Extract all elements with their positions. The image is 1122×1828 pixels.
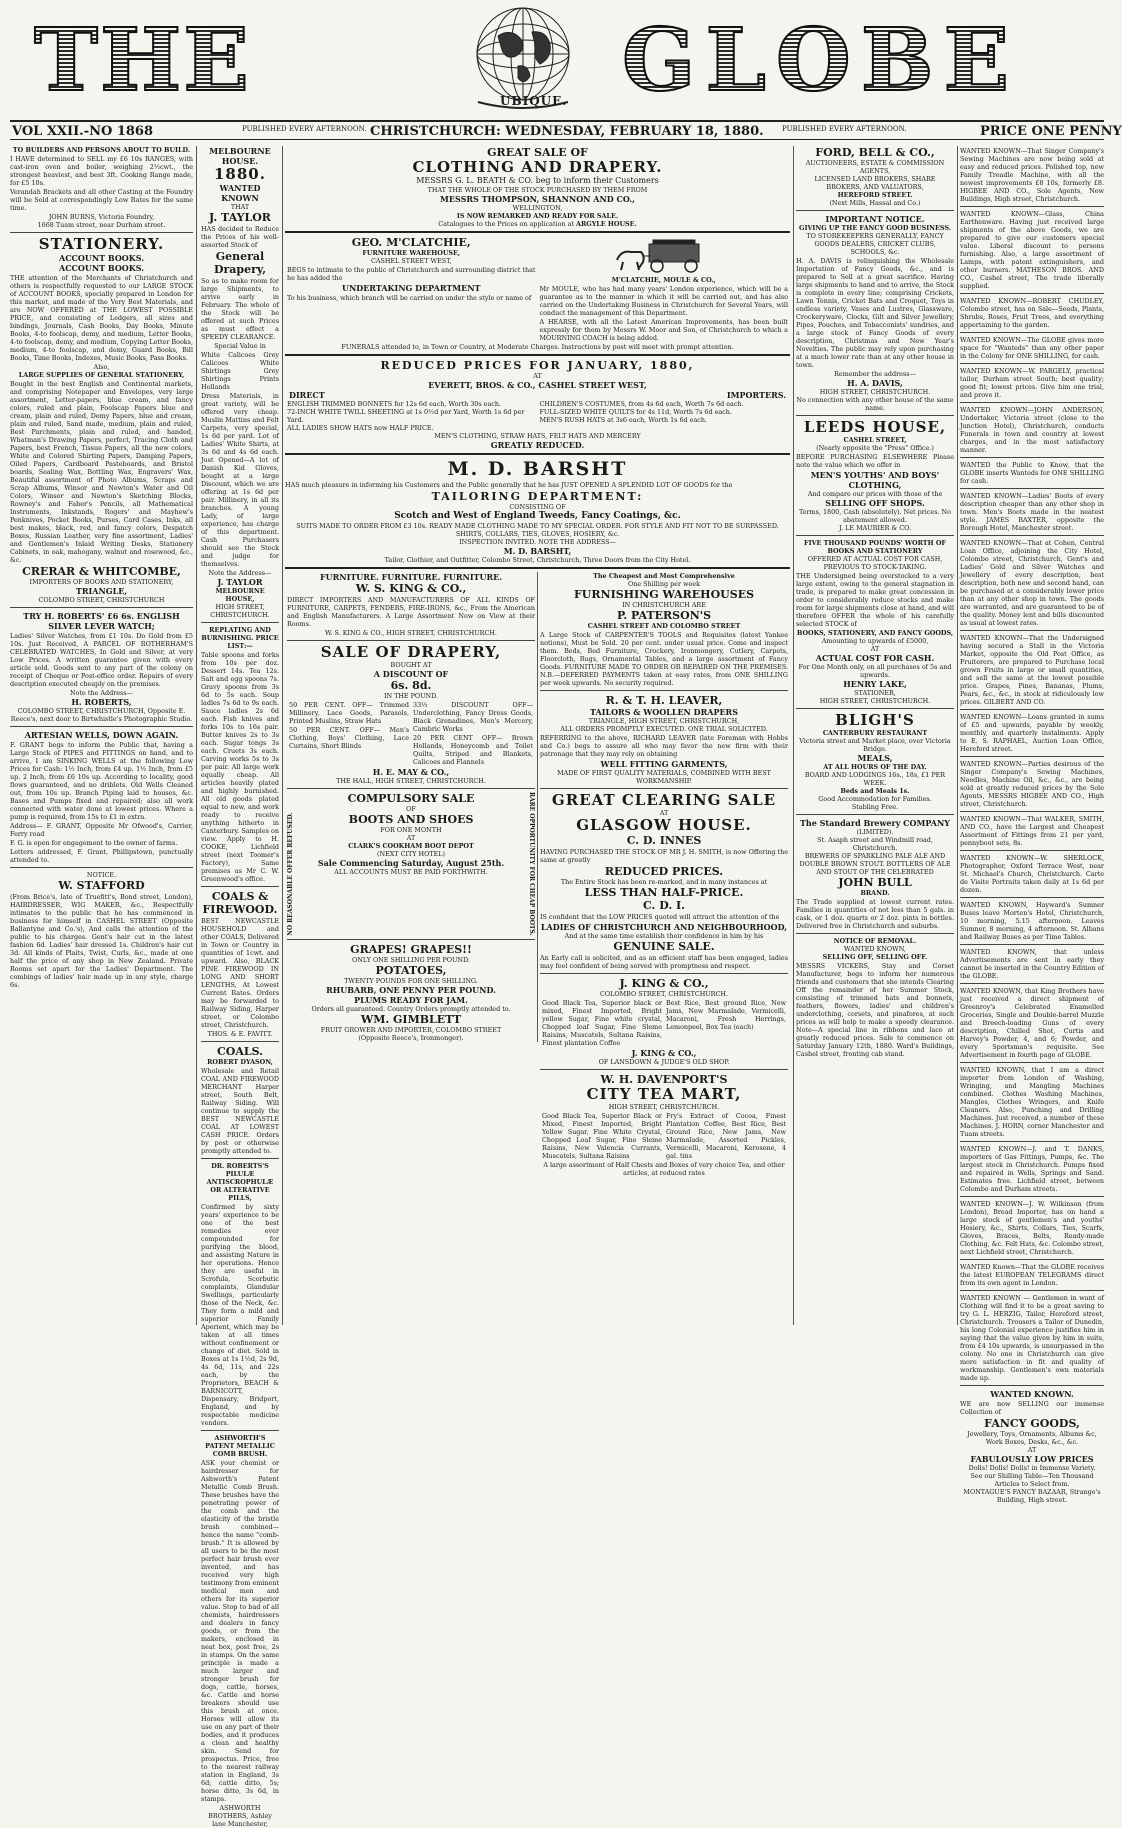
- ad-text: (NEXT CITY HOTEL): [377, 850, 445, 858]
- ad-address: HIGH STREET, CHRISTCHURCH.: [819, 388, 931, 396]
- ad-title: GLASGOW HOUSE.: [576, 816, 752, 834]
- ad-address: COLOMBO STREET, CHRISTCHURCH, Opposite E. Reece's, next door to Birtwhistle's Photographic Studio.: [10, 707, 193, 723]
- ad-text: STATIONER,: [854, 689, 896, 697]
- wanted-ad: WANTED KNOWN—Glass, China Earthenware. Having just received large shipments of the above Goods, we are prepared to give our customers special value. Liberal discount to persons furnishing. Also, a large assortment of Lamps, with patent extinguishers, and other burners. MATHESON BROS. AND CO., Cashel street, The trade liberally supplied.: [960, 210, 1104, 290]
- ad-title: W. H. DAVENPORT'S: [600, 1073, 728, 1086]
- ad-text: (From Brice's, late of Truefitt's, Bond street, London), HAIRDRESSER, WIG MAKER, &c., Respectfully intimates to the public that he has commenced in business for himself in CASHEL STREET (Opposite Ballantyne and Co.'s), And calls the attention of the public to his charges. Gent's hair cut in the latest fashion 6d. Ladies' hair dressed 1s. Children's hair cut 3d. All kinds of Plaits, Twist, Curls, &c., made at one half the price of any shop in New Zealand. Private Rooms set apart for the Ladies' Department. The combings of ladies' hair made up in any style, charge 6s.: [10, 893, 193, 989]
- ad-heading: TO BUILDERS AND PERSONS ABOUT TO BUILD.: [12, 146, 191, 154]
- wanted-ad: WANTED KNOWN, Hayward's Sumner Buses leave Morten's Hotel, Christchurch, 10 morning, 5.15 afternoon. Leaves Sumner, 8 morning, 4 afternoon. St. Albans and Railway Buses as per Time Tables.: [960, 901, 1104, 941]
- ad-heading: TRY H. ROBERTS' £6 6s. ENGLISH SILVER LEVER WATCH;: [23, 611, 180, 631]
- published-note-2: PUBLISHED EVERY AFTERNOON.: [782, 125, 907, 133]
- ad-text: (Nearly opposite the "Press" Office.): [816, 444, 934, 452]
- ad-address: COLOMBO STREET, CHRISTCHURCH: [38, 596, 165, 604]
- ad-text: One Shilling per week: [628, 580, 700, 588]
- ad-text: Letters addressed, F. Grant, Phillipstown, punctually attended to.: [10, 848, 193, 864]
- ad-signature: ASHWORTH BROTHERS, Ashley lane Manchester,: [208, 1804, 272, 1828]
- ad-text: MEN'S YOUTHS' AND BOYS' CLOTHING,: [810, 470, 940, 490]
- wanted-ad: WANTED KNOWN—J. and T. DANKS, importers of Gas Fittings, Pumps, &c. The largest stock in Christchurch. Pumps fixed and repaired in Wells, Springs and Sand. Estimates free. Lichfield street, between Colombo and Durham streets.: [960, 1145, 1104, 1193]
- ad-text: HAVING PURCHASED THE STOCK OF MR J. H. SMITH, is now Offering the same at greatly: [540, 848, 788, 864]
- ad-heading: NOTICE OF REMOVAL.: [833, 937, 917, 945]
- ad-text: FABULOUSLY LOW PRICES: [970, 1454, 1094, 1464]
- ad-address: HEREFORD STREET.: [837, 191, 913, 199]
- ad-text: A HEARSE, with all the Latest American Improvements, has been built expressly for them by Messrs W. Moor and Son, of Christchurch to which a MOURNING COACH is being added.: [539, 318, 788, 342]
- ad-place: TRIANGLE,: [75, 586, 128, 596]
- place-date: CHRISTCHURCH: WEDNESDAY, FEBRUARY 18, 1880.: [370, 124, 764, 139]
- ad-text: SELLING OFF, SELLING OFF.: [822, 953, 928, 961]
- ad-text: LADIES OF CHRISTCHURCH AND NEIGHBOURHOOD,: [540, 922, 788, 932]
- ad-text: BOOKS, STATIONERY, AND FANCY GOODS,: [796, 629, 954, 637]
- ad-text: Beds and Meals 1s.: [840, 787, 910, 795]
- ad-address: TRIANGLE, HIGH STREET, CHRISTCHURCH,: [588, 717, 740, 725]
- ad-signature: J. LE MAURIER & CO.: [839, 524, 911, 532]
- ad-heading: WANTED KNOWN: [219, 183, 261, 203]
- ad-text: REFERRING to the above, RICHARD LEAVER (late Foreman with Hobbs and Co.) begs to assure all who may favor the new firm with their patronage that they may rely on obtaining: [540, 734, 788, 758]
- ad-address: OF LANSDOWN & JUDGE'S OLD SHOP.: [598, 1058, 730, 1066]
- ad-name: J. TAYLOR: [209, 211, 271, 224]
- ad-text: (LIMITED).: [856, 828, 894, 836]
- ad-name: W. STAFFORD: [58, 879, 145, 892]
- ad-list: 50 PER CENT. OFF— Men's Clothing, Boys' Clothing, Lace Curtains, Short Blinds: [289, 726, 409, 750]
- column-rule: [793, 146, 794, 1325]
- ad-text: Table spoons and forks from 10s per doz. Dessert 14s. Tea 12s. Salt and egg spoons 7s. Gravy spoons from 3s 6d to 5s each. Soup ladles 7s 6d to 9s each. Sauce ladles 2s 6d each. Fish knives and forks 10s to 16s pair. Butter knives 2s to 3s each. Sugar tongs 3s each. Cruets 3s each. Carving works 5s to 3s per pair. All large work equally cheap. All articles heavily plated and highly burnished. All old goods plated equal to new, and work ready to receive anything hitherto in Canterbury. Samples on view. Apply to H. COOKE, Lichfield street (next Toomer's Factory), Same premises as Mr C. W. Greenwood's office.: [201, 651, 279, 883]
- ad-text: REDUCED PRICES.: [604, 865, 724, 878]
- ad-text: IMPORTERS.: [726, 390, 786, 400]
- ad-text: BREWERS OF SPARKLING PALE ALE AND DOUBLE BROWN STOUT. BOTTLERS OF ALE AND STOUT OF THE CELEBRATED: [799, 852, 951, 876]
- ad-name: H. A. DAVIS,: [847, 378, 903, 388]
- ad-title: POTATOES,: [375, 963, 447, 977]
- ad-address: Tailor, Clothier, and Outfitter, Colombo Street, Christchurch, Three Doors from the City Hotel.: [384, 556, 691, 564]
- ad-title: COALS & FIREWOOD.: [202, 890, 278, 916]
- ad-text: WELL FITTING GARMENTS,: [600, 759, 728, 769]
- ad-name: C. D. INNES: [626, 834, 702, 847]
- ad-title: GEO. M'CLATCHIE,: [351, 236, 471, 249]
- ad-signature: THOS. & E. FAVITT.: [207, 1030, 273, 1038]
- ad-text: THAT: [230, 203, 250, 211]
- wanted-ad: WANTED KNOWN—Ladies' Boots of every description cheaper than any other shop in town. Men's Boots made in the neatest style. JAMES BAXTER, opposite the Borough Hotel, Manchester street.: [960, 492, 1104, 532]
- ad-list: 33⅓ DISCOUNT OFF— Underclothing, Fancy Dress Goods, Black Grenadines, Men's Mercery, Cambric Works: [413, 701, 533, 733]
- ad-text: CONSISTING OF: [509, 503, 566, 511]
- ad-name: WM. GIMBLETT: [360, 1012, 462, 1026]
- ad-text: BEST NEWCASTLE HOUSEHOLD and other COALS, Delivered in Town or Country in quantities of 1cwt. and upward. Also, BLACK PINE FIREWOOD IN LONG AND SHORT LENGTHS, At Lowest Current Rates. Orders may be forwarded to Railway Siding, Harper street, or Colombo street, Christchurch.: [201, 917, 279, 1029]
- ad-heading: ARTESIAN WELLS, DOWN AGAIN.: [24, 730, 179, 740]
- ad-title: MELBOURNE HOUSE.: [209, 146, 271, 166]
- ad-text: AT: [1027, 1446, 1037, 1454]
- ad-text: SELLING OFF SHOPS.: [825, 498, 925, 508]
- ad-text: F. G. is open for engagement to the owner of farms.: [10, 839, 178, 847]
- ad-title: FANCY GOODS,: [984, 1417, 1080, 1430]
- ad-text: BOARD AND LODGINGS 16s., 18s, £1 PER WEEK.: [804, 771, 946, 787]
- ad-line: 72-INCH WHITE TWILL SHEETING at 1s 0½d per Yard, Worth 1s 6d per Yard.: [287, 408, 525, 424]
- ad-text: ASK your chemist or hairdresser for Ashworth's Patent Metallic Comb Brush. These brushes have the penetrating power of the comb and the elasticity of the bristle brush combined—hence the name "comb-brush." It is allowed by all users to be the most perfect hair brush ever invented, and has received very high testimony from eminent medical men and others for its superior value. Stop to bad of all chemists, hairdressers and dealers in fancy goods, or from the makers, enclosed in neat box, post free, 2s in stamps. On the same principle is made a much larger and stronger brush for dogs, cattle, horses, &c. Cattle and horse breakers should use this brush at once. Horses will allow its use on any part of their bodies, and it produces a clean and healthy skin. Send for prospectus. Price, free to the nearest railway station in England, 3s 6d; cattle ditto, 5s; horse ditto, 3s 6d, in stamps.: [201, 1459, 279, 1803]
- ad-name: M. D. BARSHT,: [503, 546, 572, 556]
- ad-title: COALS.: [217, 1045, 263, 1058]
- ad-text: The Trade supplied at lowest current rates. Families in quantities of not less than 5 gals. in cask, or 1 doz. quarts or 2 doz. pints in bottles. Delivered free in Christchurch and suburbs.: [796, 898, 954, 930]
- ad-text: Ladies' Silver Watches, from £1 10s. Do Gold from £5 10s. Just Received, A PARCEL OF ROTHERHAM'S CELEBRATED WATCHES, In Gold and Silver, at very Low Prices. A written guarantee given with every article sold. Goods sent to any part of the colony on receipt of Cheque or Post-office order. Repairs of every description executed cheaply on the premises.: [10, 632, 193, 688]
- ad-text: Catalogues to the Prices on application at: [438, 220, 574, 228]
- ad-signature: MONTAGUE'S FANCY BAZAAR, Strange's Building, High street.: [963, 1488, 1101, 1504]
- ad-text: AT: [659, 809, 669, 817]
- ad-house: ARGYLE HOUSE.: [576, 220, 637, 228]
- ad-text: MEALS,: [857, 753, 893, 763]
- ad-firm: EVERETT, BROS. & CO., CASHEL STREET WEST,: [428, 380, 647, 390]
- masthead-globe: GLOBE: [622, 10, 1020, 111]
- ad-text: ALL ORDERS PROMPTLY EXECUTED. ONE TRIAL SOLICITED.: [560, 725, 768, 733]
- masthead: [10, 4, 1104, 116]
- ad-name: W. S. KING & CO.,: [355, 582, 467, 595]
- column-3: [285, 146, 790, 1325]
- ad-address: 1668 Tuam street, near Durham street.: [37, 221, 166, 229]
- ad-title: COMPULSORY SALE: [347, 792, 475, 805]
- ad-list: White Calicoes Grey Calicoes White Shirtings Grey Shirtings Prints Hollands: [201, 351, 279, 391]
- ad-text: IN THE POUND.: [383, 692, 439, 700]
- wanted-ad: WANTED KNOWN—J. W. Wilkinson (from London), Bread Importer, has on hand a large stock of gentlemen's and youths' Hosiery, &c., Shirts, Collars, Ties, Scarfs, Gloves, Braces, Belts, Ready-made Clothing, &c. Felt Hats, &c. Colombo street, next Lichfield street, Christchurch.: [960, 1200, 1104, 1256]
- ad-line: CHILDREN'S COSTUMES, from 4s 6d each, Worth 7s 6d each.: [539, 400, 744, 408]
- ad-text: Sale Commencing Saturday, August 25th.: [317, 858, 505, 868]
- ad-text: Stabling Free.: [851, 803, 899, 811]
- ad-text: INSPECTION INVITED. NOTE THE ADDRESS—: [459, 538, 616, 546]
- ad-text: See our Shilling Table—Ten Thousand Articles to Select from.: [970, 1472, 1094, 1488]
- ad-text: Also,: [93, 363, 110, 371]
- ad-side-note: RARE OPPORTUNITY FOR CHEAP BOOTS.: [528, 792, 535, 936]
- ad-list: Good Black Tea, Superior black or mixed, Finest Imported, Bright yellow Sugar, Fine white crystal, Chopped loaf Sugar, Fine Sleme Raisins, Muscatels, Sultana Raisins, Finest plantation Coffee: [542, 999, 662, 1047]
- ad-title: BOOTS AND SHOES: [348, 813, 474, 826]
- ad-address: CASHEL STREET,: [843, 436, 907, 444]
- column-4: [796, 146, 954, 1325]
- ad-address: HIGH STREET, CHRISTCHURCH.: [819, 697, 931, 705]
- column-rule: [282, 146, 283, 1325]
- ad-text: AT ALL HOURS OF THE DAY.: [823, 763, 927, 771]
- ad-text: IS confident that the LOW PRICES quoted will attract the attention of the: [540, 913, 780, 921]
- ad-text: SUITS MADE TO ORDER FROM £3 10s. READY MADE CLOTHING MADE TO MY SPECIAL ORDER. FOR STYLE AND FIT NOT TO BE SURPASSED. SHIRTS, COLLARS, TIES, GLOVES, HOSIERY, &c.: [296, 522, 779, 538]
- wanted-ad: WANTED KNOWN—Parties desirous of the Singer Company's Sewing Machines, Needles, Machine Oil, &c., &c., are being sold at greatly reduced prices by the Sole Agents, MESSRS HIGBEE AND CO., High street, Christchurch.: [960, 760, 1104, 808]
- hearse-illustration-icon: [609, 238, 719, 274]
- wanted-ad: WANTED KNOWN—That at Cohen, Central Loan Office, adjoining the City Hotel, Colombo street, Christchurch, Gent's and Ladies' Gold and Silver Watches and Jewellery of every description, best description, both new and second hand, can be purchased at a considerably lower price than at any other shop in town. The goods are warranted, and are guaranteed to be of the quality. Money lent and bills discounted as usual at lowest rates.: [960, 539, 1104, 627]
- ad-line: ALL LADIES SHOW HATS now HALF PRICE.: [287, 424, 434, 432]
- ad-text: St. Asaph street and Windmill road, Christchurch.: [817, 836, 933, 852]
- motto: UBIQUE.: [500, 94, 568, 108]
- ad-address: COLOMBO STREET, CHRISTCHURCH.: [599, 990, 728, 998]
- ad-dept: TAILORING DEPARTMENT:: [431, 490, 644, 503]
- price: PRICE ONE PENNY: [980, 124, 1122, 139]
- ad-heading: The Cheapest and Most Comprehensive: [593, 572, 735, 580]
- masthead-the: THE: [34, 10, 251, 111]
- published-note: PUBLISHED EVERY AFTERNOON.: [242, 125, 367, 133]
- ad-dept: UNDERTAKING DEPARTMENT: [341, 283, 481, 293]
- ad-place: WELLINGTON,: [512, 204, 563, 212]
- wanted-ad: WANTED KNOWN—W. SHERLOCK, Photographer, Oxford Terrace West, near St. Michael's Church, Christchurch. Carte de Visite Portraits taken daily at 1s 6d per dozen.: [960, 854, 1104, 894]
- ad-text: AT: [533, 372, 542, 380]
- wanted-ad: WANTED Known—That the GLOBE receives the latest EUROPEAN TELEGRAMS direct from its own agent in London.: [960, 1263, 1104, 1287]
- ad-list: 20 PER CENT OFF— Brown Hollands, Honeycomb and Toilet Quilts, Striped and Blankets, Calicoes and Flannels: [413, 734, 533, 766]
- ad-text: THE attention of the Merchants of Christchurch and others is respectfully requested to our LARGE STOCK of ACCOUNT BOOKS, specially prepared in London for this market, and made of the Very Best Materials, and are NOW OFFERED at THE LOWEST POSSIBLE PRICE, and consisting of Ledgers, all sizes and bindings, Journals, Cash Books, Day Books, Minute Books, 4-to foolscap, demy, and medium, Letter Books, 4-to foolscap, demy, and medium, Copying Letter Books, medium, 4-to foolscap, and demy, Guard Books, Bill Books, Time Books, Indexes, Music Books, Pass Books.: [10, 274, 193, 362]
- ad-name: J. TAYLOR: [217, 577, 263, 587]
- ad-text: BEFORE PURCHASING ELSEWHERE Please note the value which we offer in: [796, 453, 954, 469]
- ad-title: J. KING & CO.,: [619, 977, 709, 990]
- ad-text: Note the Address—: [208, 569, 272, 577]
- wanted-ad: WANTED KNOWN—JOHN ANDERSON, Undertaker, Victoria street (close to the Junction Hotel), Christchurch, conducts Funerals in town and country at lowest charges, and in the most satisfactory manner.: [960, 406, 1104, 454]
- ad-text: GIVING UP THE FANCY GOOD BUSINESS.: [799, 224, 951, 232]
- ad-text: ACTUAL COST FOR CASH.: [815, 653, 935, 663]
- ad-heading: IMPORTANT NOTICE.: [825, 214, 925, 224]
- ad-address: CASHEL STREET WEST,: [371, 257, 452, 265]
- ad-title: GRAPES! GRAPES!!: [350, 942, 472, 956]
- ad-title: CLOTHING AND DRAPERY.: [412, 158, 663, 176]
- ad-text: BOUGHT AT: [390, 661, 432, 669]
- ad-firm: MESSRS THOMPSON, SHANNON AND CO.,: [440, 194, 635, 204]
- ad-signature: JOHN BURNS, Victoria Foundry,: [48, 213, 155, 221]
- ad-text: HAS much pleasure in informing his Customers and the Public generally that he has JUST OPENED A SPLENDID LOT OF GOODS for the: [285, 481, 733, 489]
- ad-text: For One Month only, on all purchases of 5s and upwards.: [798, 663, 952, 679]
- ad-text: Bought in the best English and Continental markets, and comprising Notepaper and Envelopes, very large assortment, Letter-papers, blue cream, and fancy colors, ruled and plain, Foolscap Papers blue and cream, plain and ruled, Demy Papers, blue and cream, plain and ruled, Sand made, medium, plain and ruled, Best Parchments, plain and ruled, and handed, Whatman's Drawing Papers, perfect, Tracing Cloth and Papers, best French, Tissue Papers, all the new colors, White and Colored Shirting Papers, Damping Papers, Oiled Papers, Cardboard Pasteboards, and Bristol boards, Sealing Wax, Bottling Wax, Engravers' Wax, Beautiful assortment of Photo Albums, Scraps and Scrap Albums, Winsor and Newton's Water and Oil Colors, Winsor and Newton's Sketching Blocks, Rowney's and Faber's Pencils, all Mathematical Instruments, Inkstands, Rogers' and Mayhew's Penknives, Pocket Books, Purses, Card Cases, Inks, all best makes, black, red, and fancy colors, Despatch Boxes, Russian Leather, very fine assortment, Ladies' and Gentlemen's Inlaid Writing Desks, Stationery Cabinets, in oak, mahogany, walnut and rosewood, &c., &c.: [10, 380, 193, 564]
- wanted-ad: WANTED KNOWN—That the Undersigned having secured a Stall in the Victoria Market, opposite the Old Post Office, as Fruiterers, are prepared to Purchase local grown Fruits in large or small quantities, and sell the same at the lowest possible price. Grapes, Pines, Bananas, Plums, Pears, &c., &c., in stock at ridiculously low prices. GILBERT AND CO.: [960, 634, 1104, 706]
- ad-text: Verandah Brackets and all other Casting at the Foundry will be Sold at correspondingly Low Rates for the same time.: [10, 188, 193, 212]
- ad-text: (Next Mills, Hassal and Co.): [829, 199, 921, 207]
- ad-text: No connection with any other house of the same name.: [796, 396, 954, 412]
- ad-heading: FIVE THOUSAND POUNDS' WORTH OF BOOKS AND STATIONERY: [804, 539, 946, 555]
- ad-address: THE HALL, HIGH STREET, CHRISTCHURCH.: [336, 777, 486, 785]
- wanted-ad: WANTED KNOWN—The GLOBE gives more space for "Wanteds" than any other paper in the Colony for ONE SHILLING, for cash.: [960, 336, 1104, 360]
- ad-heading: ASHWORTH'S PATENT METALLIC COMB BRUSH.: [205, 1434, 275, 1458]
- ad-text: Remember the address—: [834, 370, 916, 378]
- ad-text: A large assortment of Half Chests and Boxes of very choice Tea, and other articles, at reduced rates: [543, 1161, 785, 1177]
- wanted-ad: WANTED KNOWN, that I am a direct importer from London of Washing, Wringing, and Mangling Machines combined. Clothes Washing Machines, Mangles, Clothes Wringers, and Knife Cleaners. Also, Punching and Drilling Machines. Just received, a number of these Machines. J. HORN, corner Manchester and Tuam streets.: [960, 1066, 1104, 1138]
- ad-text: DIRECT IMPORTERS AND MANUFACTURERS OF ALL KINDS OF FURNITURE, CARPETS, FENDERS, FIRE-IRONS, &c., From the American and English Manufacturers. A Large Assortment Now on View at their Rooms.: [287, 596, 535, 628]
- ad-house: MELBOURNE HOUSE,: [215, 587, 265, 603]
- ad-name: P. PATERSON'S: [616, 609, 712, 622]
- ad-text: IN CHRISTCHURCH ARE: [622, 601, 706, 609]
- ad-text: WANTED KNOWN,: [844, 945, 906, 953]
- ad-text: PLUMS READY FOR JAM.: [354, 994, 468, 1005]
- volume-number: VOL XXII.-NO 1868: [12, 124, 154, 139]
- ad-name: ROBERT DYASON,: [207, 1058, 273, 1066]
- ad-name: H. ROBERTS,: [71, 697, 132, 707]
- ad-line: ENGLISH TRIMMED BONNETS for 12s 6d each, Worth 30s each.: [287, 400, 501, 408]
- ad-firm: H. E. MAY & CO.,: [372, 767, 450, 777]
- ad-text: AT: [870, 645, 880, 653]
- ad-list: Good Black Tea, Superior Black or Mixed, Finest Imported, Bright Yellow Sugar, Fine White Crystal, Chopped Loaf Sugar, Fine Sleme Raisins, New Valencia Currants, Muscatels, Sultana Raisins: [542, 1112, 662, 1160]
- ad-text: So as to make room for large Shipments, to arrive early in February. The whole of the Stock will be offered at such Prices as must effect a SPEEDY CLEARANCE.: [201, 277, 279, 341]
- ad-text: FUNERALS attended to, in Town or Country, at Moderate Charges. Instructions by post will meet with prompt attention.: [341, 343, 734, 351]
- ad-text: Special Value in: [214, 342, 266, 350]
- ad-text: HAS decided to Reduce the Prices of his well-assorted Stock of: [201, 225, 279, 249]
- ad-text: MEN'S CLOTHING, STRAW HATS, FELT HATS AND MERCERY: [434, 432, 641, 440]
- ad-text: AT: [406, 834, 416, 842]
- ad-text: THAT THE WHOLE OF THE STOCK PURCHASED BY THEM FROM: [427, 186, 648, 194]
- ad-address: Address— F. GRANT, Opposite Mr Ofwood's, Carrier, Ferry road: [10, 822, 193, 838]
- ad-text: Good Accommodation for Families.: [818, 795, 932, 803]
- ad-list: 50 PER CENT. OFF— Trimmed Millinery, Lace Goods, Parasols, Printed Muslins, Straw Hats: [289, 701, 409, 725]
- wanted-ad: WANTED KNOWN—That WALKER, SMITH, AND CO., have the Largest and Cheapest Assortment of Fittings from 21 per yard, pennyboot sets, 8s.: [960, 815, 1104, 847]
- wanted-ad: WANTED KNOWN—That Singer Company's Sewing Machines are now being sold at easy and reduced prices. Polished top, new Family Treadle Machine, with all the newest improvements £8 10s, formerly £8. HIGBEE AND CO., Sole Agents, New Buildings, High street, Christchurch.: [960, 147, 1104, 203]
- ad-title: The Standard Brewery COMPANY: [799, 818, 951, 828]
- ad-text: Jewellery, Toys, Ornaments, Albums &c, Work Boxes, Desks, &c., &c.: [967, 1430, 1097, 1446]
- ad-name: HENRY LAKE,: [843, 679, 907, 689]
- ad-heading: WANTED KNOWN.: [990, 1389, 1074, 1399]
- wanted-ad: WANTED the Public to Know, that the GLOBE inserts Wanteds for ONE SHILLING for cash.: [960, 461, 1104, 485]
- ad-subtitle: TAILORS & WOOLLEN DRAPERS: [590, 707, 738, 717]
- ad-text: To his business, which branch will be carried on under the style or name of: [287, 294, 532, 302]
- ad-text: Confirmed by sixty years' experience to be one of the best remedies ever compounded for purifying the blood, and assisting Nature in her operations. Hence they are useful in Scrofula, Scorbutic complaints, Glandular Swellings, particularly those of the Neck, &c. They form a mild and superior Family Aperient, which may be taken at all times without confinement or change of diet. Sold in Boxes at 1s 1½d, 2s 9d, 4s 6d, 11s, and 22s each, by the Proprietors, BEACH & BARNICOTT, Dispensary, Bridport, England, and by respectable medicine vendors.: [201, 1203, 279, 1427]
- ad-title: GREAT SALE OF: [487, 146, 588, 159]
- column-rule: [957, 146, 958, 1325]
- ad-heading: REPLATING AND BURNISHING. PRICE LIST:—: [201, 626, 279, 650]
- ad-text: TO STOREKEEPERS GENERALLY, FANCY GOODS DEALERS, CRICKET CLUBS, SCHOOLS, &c.: [806, 232, 944, 256]
- ad-subtitle: LICENSED LAND BROKERS, SHARE BROKERS, AND VALUATORS,: [814, 175, 936, 191]
- ad-text: WE are now SELLING our immense Collection of: [960, 1400, 1104, 1416]
- ad-text: Dolls! Dolls! Dolls! in Immense Variety.: [968, 1464, 1096, 1472]
- ad-address: HIGH STREET, CHRISTCHURCH.: [608, 1103, 720, 1111]
- ad-firm: M'CLATCHIE, MOULE & CO.,: [611, 276, 716, 284]
- ad-text: IS NOW REMARKED AND READY FOR SALE.: [456, 212, 619, 220]
- ad-text: A Large Stock of CARPENTER'S TOOLS and Requisites (latest Yankee notions), Must be Sold. 20 per cent. under usual price. Come and inspect them. Beds, Bed Furniture, Crockery, Ironmongery, Cutlery, Carpets, Floorcloth, Rugs, Ornamental Tables, and a large assortment of Fancy Goods. FURNITURE MADE TO ORDER OR REPAIRED ON THE PREMISES. N.B.—DEFERRED PAYMENTS taken at easy rates, from ONE SHILLING per week upwards. No security required.: [540, 631, 788, 687]
- ad-text: BEGS to intimate to the public of Christchurch and surrounding district that he has added the: [287, 266, 536, 282]
- ad-address: HIGH STREET, CHRISTCHURCH.: [210, 603, 270, 619]
- ad-text: Amounting to upwards of £5000,: [821, 637, 929, 645]
- ad-text: A DISCOUNT OF: [373, 669, 449, 679]
- ad-text: TWENTY POUNDS FOR ONE SHILLING.: [344, 976, 478, 985]
- ad-text: Note the Address—: [70, 689, 133, 697]
- ad-text: Victoria street and Market place, over Victoria Bridge.: [799, 737, 951, 753]
- mclatchie-ad: [285, 236, 790, 343]
- ad-title: BLIGH'S: [835, 711, 915, 729]
- ad-text: ALL ACCOUNTS MUST BE PAID FORTHWITH.: [334, 868, 488, 876]
- ad-address: CASHEL STREET AND COLOMBO STREET: [587, 622, 741, 630]
- ad-text: And compare our prices with those of the: [807, 490, 943, 498]
- ad-text: ONLY ONE SHILLING PER POUND.: [352, 955, 470, 964]
- ad-firm: CLARK'S COOKHAM BOOT DEPOT: [348, 842, 474, 850]
- ad-heading: DR. ROBERTS'S PILULÆ ANTISCROPHULÆ OR ALTERATIVE PILLS,: [206, 1162, 274, 1202]
- ad-subtitle: ACCOUNT BOOKS.: [58, 253, 144, 263]
- ad-heading: General Drapery,: [213, 250, 267, 276]
- ad-title: M. D. BARSHT: [447, 458, 628, 480]
- ad-heading: LARGE SUPPLIES OF GENERAL STATIONERY,: [18, 371, 185, 379]
- ad-name: C. D. I.: [642, 899, 685, 912]
- ad-text: LESS THAN HALF-PRICE.: [584, 886, 744, 899]
- column-rule: [196, 146, 197, 1325]
- ad-text: DIRECT: [289, 390, 325, 400]
- ad-text: THE Undersigned being overstocked to a very large extent, owing to the general stagnation in trade, is prepared to make great concession in order to considerably reduce stocks and make room for large shipments close at hand, and will therefore OFFER the whole of his carefully selected STOCK of: [796, 572, 954, 628]
- ad-title: CITY TEA MART,: [586, 1085, 742, 1103]
- ad-list: Best Rice, Best ground Rice, New Jams, New Marmalade, Vermicelli, Macaroni, Fresh Herrings, Lemonpeel, Box Tea (each): [666, 999, 786, 1031]
- ad-text: An Early call is solicited, and as an efficient staff has been engaged, ladies may feel confident of being served with promptness and respect.: [540, 954, 788, 970]
- ad-text: Terms, 1800, Cash (absolutely). Net prices. No abatement allowed.: [798, 508, 951, 524]
- ad-line: MEN'S RUSH HATS at 3s6 each, Worth 1s 6d each.: [539, 416, 707, 424]
- ad-title: J. KING & CO.,: [631, 1048, 697, 1058]
- ad-title: CRERAR & WHITCOMBE,: [22, 565, 181, 578]
- ad-subtitle: FURNITURE WAREHOUSE,: [362, 249, 461, 257]
- column-1: [10, 146, 193, 1325]
- ad-subtitle: ACCOUNT BOOKS.: [58, 263, 144, 273]
- ad-text: FRUIT GROWER AND IMPORTER, COLOMBO STREET: [320, 1025, 502, 1034]
- dateline: [10, 120, 1122, 140]
- ad-title: STATIONERY.: [38, 235, 165, 253]
- ad-text: FOR ONE MONTH: [380, 826, 442, 834]
- ad-text: (Opposite Reece's, Ironmonger).: [358, 1033, 464, 1042]
- ad-text: GENUINE SALE.: [613, 940, 715, 953]
- ad-title: FURNISHING WAREHOUSES: [573, 588, 755, 601]
- ad-text: OFFERED AT ACTUAL COST FOR CASH, PREVIOUS TO STOCK-TAKING.: [807, 555, 943, 571]
- ad-title: R. & T. H. LEAVER,: [605, 694, 723, 707]
- ad-text: GREATLY REDUCED.: [490, 440, 585, 450]
- ad-text: MADE OF FIRST QUALITY MATERIALS, COMBINED WITH BEST WORKMANSHIP.: [557, 769, 771, 785]
- ad-text: Orders all guaranteed. Country Orders promptly attended to.: [311, 1004, 511, 1013]
- ad-text: MESSRS G. L. BEATH & CO. beg to inform their Customers: [416, 176, 659, 185]
- ad-text: OF: [406, 805, 416, 813]
- wanted-ad: WANTED KNOWN, that unless Advertisements are sent in early they cannot be inserted in the Country Edition of the GLOBE.: [960, 948, 1104, 980]
- ad-title: FORD, BELL & CO.,: [815, 146, 935, 159]
- ad-side-note: NO REASONABLE OFFER REFUSED.: [287, 812, 294, 936]
- ad-heading: FURNITURE. FURNITURE. FURNITURE.: [319, 572, 503, 582]
- ad-list: Fry's Extract of Cocoa, Finest Plantation Coffee, Best Rice, Best Ground Rice, New Jams, New Marmalade, Assorted Pickles, Vermicelli, Macaroni, Kerosene, 4 gal. tins: [666, 1112, 786, 1160]
- wanted-ad: WANTED KNOWN — Gentlemen in want of Clothing will find it to be a great saving to try G. L. HERZIG, Tailor, Hereford street, Christchurch. Trousers a Tailor of Dunedin, his long Colonial experience justifies him in saying that the value given by him in suits, from £4 10s upwards, is unsurpassed in the colony. No one in Christchurch can give more satisfaction in fit and quality of workmanship. Gentlemen's own materials made up.: [960, 1294, 1104, 1382]
- ad-text: Scotch and West of England Tweeds, Fancy Coatings, &c.: [394, 511, 681, 521]
- ad-text: And at the same time establish their confidence in him by his: [564, 932, 764, 940]
- ad-title: GREAT CLEARING SALE: [551, 791, 777, 809]
- ad-text: RHUBARB, ONE PENNY PER POUND.: [326, 984, 496, 995]
- ad-text: MESSRS VICKERS, Stay and Corset Manufacturer, begs to inform her numerous friends and customers that she intends Clearing Off the remainder of her Summer Stock, consisting of trimmed hats and bonnets, feathers, flowers, ladies' and children's underclothing, corsets, and pinafores, at such prices as will help to make a speedy clearance. Note—A special line in ribbons and lace at greatly reduced prices. Sale to commence on Saturday January 12th, 1880. Ward's Buildings, Cashel street, fronting cab stand.: [796, 962, 954, 1058]
- ad-text: BRAND.: [860, 889, 890, 897]
- ad-text: H. A. DAVIS is relinquishing the Wholesale Importation of Fancy Goods, &c., and is prepared to Sell at a great sacrifice. Having large shipments to hand and to arrive, the Stock is complete in every line; comprising Crickets, Lawn Tennis, Cricket Bats and Croquet, Toys in endless variety, Vases and Lustres, Glassware, Crockeryware, Clocks, Gilt and Silver Jewellery, Pipes, Pouches, and Tobacconists' sundries, and a large stock of Fancy Goods of every description, Christmas and New Year's Novelties. The public may rely upon purchasing at a much lower rate than at any other house in town.: [796, 257, 954, 369]
- ad-subtitle: CANTERBURY RESTAURANT: [822, 729, 928, 737]
- ad-line: FULL-SIZED WHITE QUILTS for 4s 11d, Worth 7s 6d each.: [539, 408, 732, 416]
- ad-address: W. S. KING & CO., HIGH STREET, CHRISTCHURCH.: [325, 629, 497, 637]
- ad-heading: NOTICE.: [86, 871, 117, 879]
- ad-subtitle: AUCTIONEERS, ESTATE & COMMISSION AGENTS,: [805, 159, 945, 175]
- ad-year: 1880.: [214, 165, 266, 183]
- ad-brand: JOHN BULL: [838, 876, 912, 889]
- ad-title: REDUCED PRICES FOR JANUARY, 1880,: [380, 359, 695, 372]
- ad-text: The Entire Stock has been re-marked, and in many instances at: [560, 878, 768, 886]
- wanted-ad: WANTED KNOWN—W. PARGELY, practical tailor, Durham street South; best quality; good fit; lowest prices. Give him one trial, and prove it.: [960, 367, 1104, 399]
- column-2: [201, 146, 279, 1828]
- ad-text: Mr MOULE, who has had many years' London experience, which will be a guarantee as to the manner in which it will be carried out, and has also carried on the Undertaking Business in Christchurch for Several Years, will conduct the management of this Department.: [539, 285, 788, 317]
- ad-title: SALE OF DRAPERY,: [320, 643, 502, 661]
- ad-text: I HAVE determined to SELL my £6 10s RANGES, with cast-iron oven and boiler, weighing 2½cwt., the strongest heaviest, and best 3ft. Cooking Range made, for £5 10s.: [10, 155, 193, 187]
- wanted-ad: WANTED KNOWN, that King Brothers have just received a direct shipment of Greenroy's Celebrated Enamelled Groceries, Single and Double-barrel Muzzle and Breech-loading Guns of every description, Chilled Shot, Curtis and Harvey's Powder, 4, and 6; Powder, and every Sportsman's requisite. See Advertisement in fourth page of GLOBE.: [960, 987, 1104, 1059]
- wanted-ad: WANTED KNOWN—ROBERT CHUDLEY, Colombo street, has on Sale—Seeds, Plants, Shrubs, Roses, Fruit Trees, and everything appertaining to the garden.: [960, 297, 1104, 329]
- ad-amount: 6s. 8d.: [390, 679, 432, 692]
- ad-text: Dress Materials, in great variety, will be offered very cheap. Muslin Mattins and Felt Carpets, very special, 1s 6d per yard. Lot of Ladies' White Shirts, at 3s 6d and 4s 6d each. Just Opened—A lot of Danish Kid Gloves, bought at a large Discount, which we are offering at 1s 6d per pair. Millinery, in all its branches. A young Lady, of large experience, has charge of this department. Cash Purchasers should see the Stock and judge for themselves.: [201, 392, 279, 568]
- wanted-ad: WANTED KNOWN—Loans granted in sums of £5 and upwards, payable by weekly, monthly, and quarterly instalments. Apply to E. S. RAPHAEL, Auction Loan Office, Hereford street.: [960, 713, 1104, 753]
- ad-subtitle: IMPORTERS OF BOOKS AND STATIONERY,: [29, 578, 174, 586]
- ad-text: Wholesale and Retail COAL AND FIREWOOD MERCHANT Harper street, South Belt, Railway Siding. Will continue to supply the BEST NEWCASTLE COAL AT LOWEST CASH PRICE. Orders by post or otherwise promptly attended to.: [201, 1067, 279, 1155]
- column-5: [960, 146, 1104, 1504]
- ad-title: LEEDS HOUSE,: [803, 418, 947, 436]
- ad-text: F. GRANT begs to inform the Public that, having a Large Stock of PIPES and FITTINGS on hand, and to arrive, I am SINKING WELLS at the following Low Prices for Cash: 1½ Inch, from £4 up. 1½ Inch, from £5 up. 2 Inch, from £6 10s up. According to locality, good flows guaranteed, and no driblets. Old Wells Cleaned out, from 10s up. Branch Piping laid to houses, &c. Bases and Pumps fixed and repaired; also all work connected with water done at lowest prices. Where a pump is required, from 15s to £1 in extra.: [10, 741, 193, 821]
